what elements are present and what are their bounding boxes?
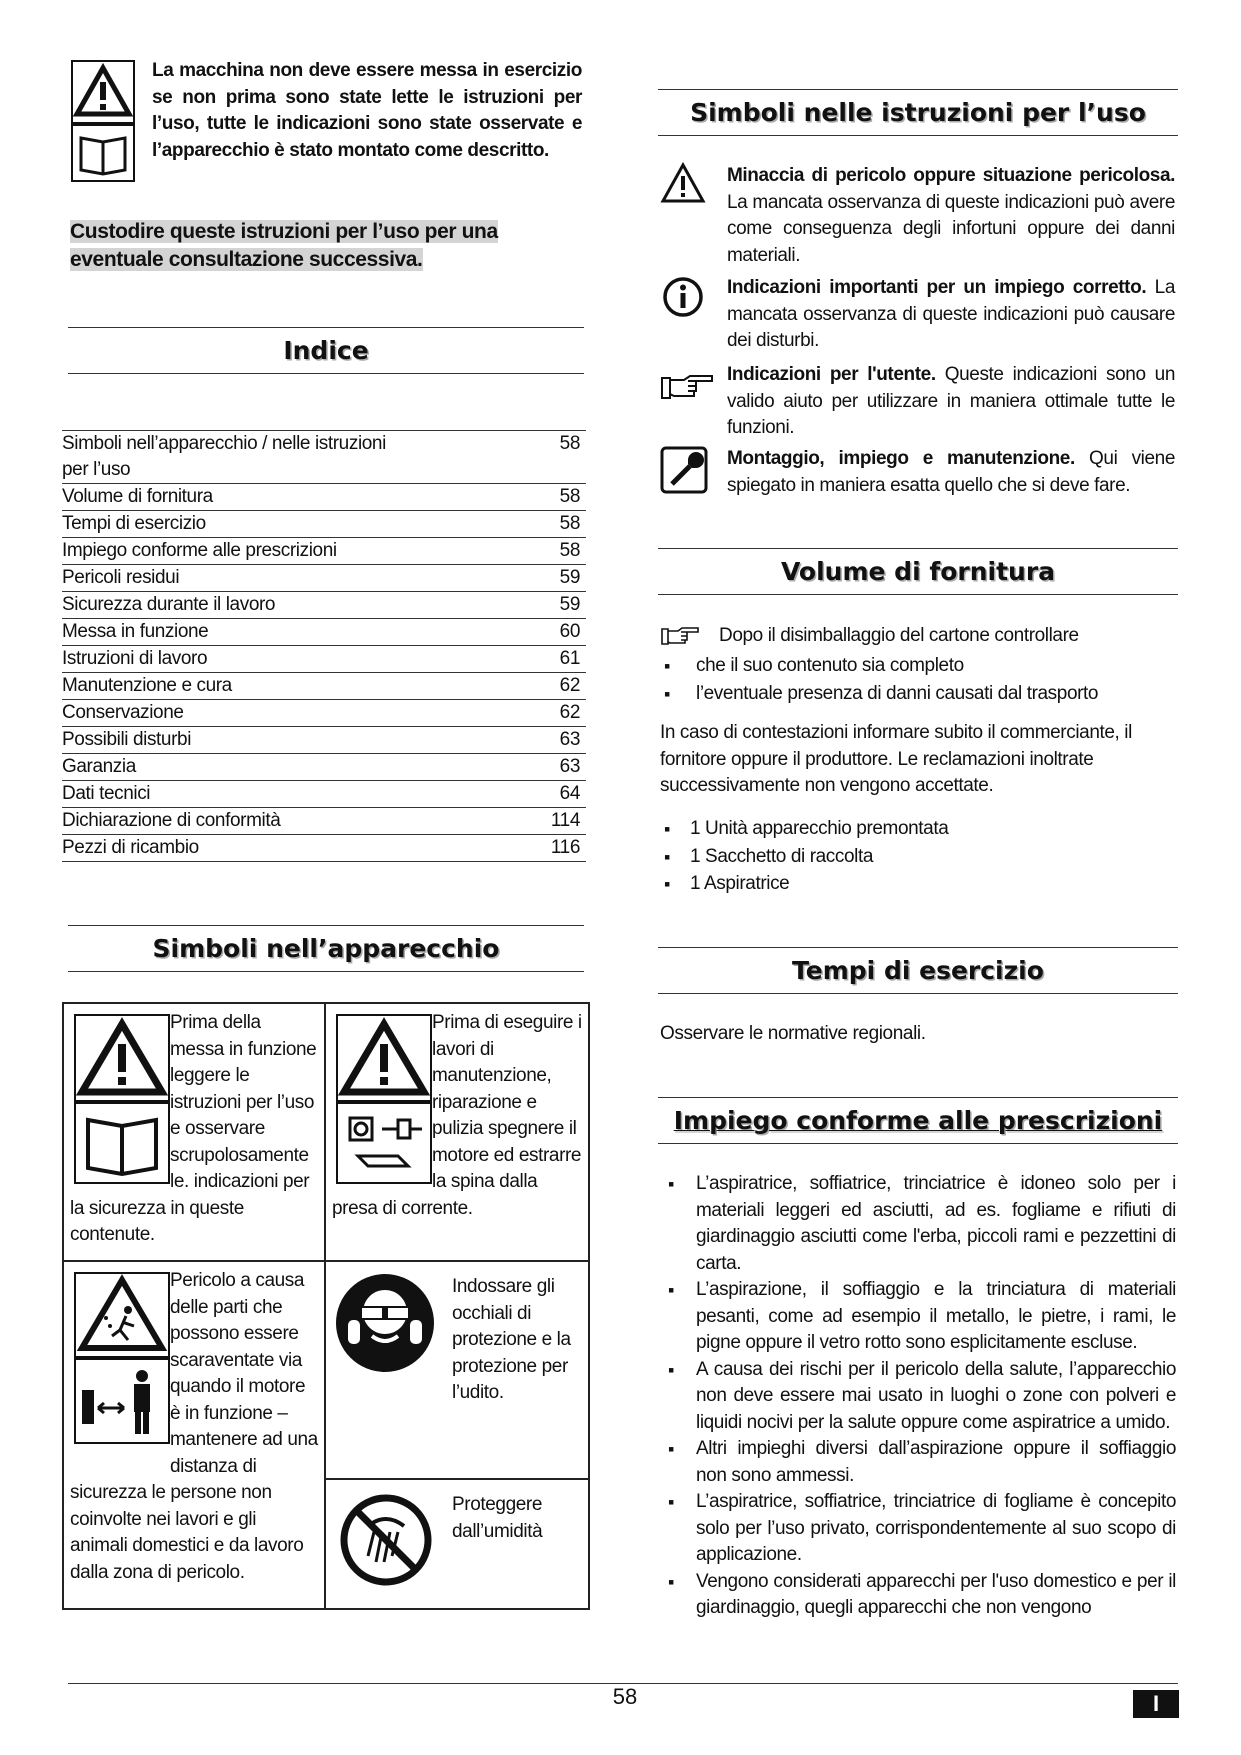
toc-row-page: 61 — [559, 648, 580, 669]
toc-row[interactable] — [62, 646, 586, 673]
toc-row[interactable] — [62, 592, 586, 619]
symbol-cell-humidity-text: Proteggere dall’umidità — [452, 1494, 543, 1542]
toc-row[interactable] — [62, 511, 586, 538]
delivery-items-list — [656, 816, 1156, 898]
operating-times-heading: Tempi di esercizio — [658, 947, 1178, 994]
toc-row[interactable] — [62, 781, 586, 808]
delivery-check-text: Dopo il disimballaggio del cartone controllare — [719, 625, 1079, 646]
toc-heading: Indice — [68, 327, 584, 374]
symbol-cell-manual-text: Prima della messa in funzione leggere le istruzioni per l’uso e osservare scrupolosamente le. indicazioni per la sicurezza in queste contenute. — [70, 1012, 317, 1245]
manual-symbol-danger-text — [727, 163, 1175, 269]
device-symbols-heading: Simboli nell’apparecchio — [68, 925, 584, 972]
symbol-cell-thrown-objects — [63, 1261, 325, 1609]
keep-instructions-text — [70, 218, 580, 274]
toc-row-label: Conservazione — [62, 702, 184, 723]
toc-row-label: Tempi di esercizio — [62, 513, 206, 534]
symbol-cell-maintenance-text: Prima di eseguire i lavori di manutenzione, riparazione e pulizia spegnere il motore ed estrarre la spina dalla presa di corrente. — [332, 1012, 582, 1219]
manual-symbols-heading: Simboli nelle istruzioni per l’uso — [658, 89, 1178, 136]
toc-table — [62, 430, 586, 862]
toc-row-label: Possibili disturbi — [62, 729, 192, 750]
toc-row-label: Volume di fornitura — [62, 486, 213, 507]
read-manual-icon — [71, 124, 135, 182]
toc-row-label: Manutenzione e cura — [62, 675, 232, 696]
toc-row-label: Simboli nell’apparecchio / nelle istruzioni per l’uso — [62, 433, 386, 480]
info-icon — [662, 276, 704, 318]
manual-symbol-user-text — [727, 362, 1175, 442]
manual-symbol-info-bold: Indicazioni importanti per un impiego corretto. — [727, 277, 1147, 298]
toc-row-page: 58 — [559, 513, 580, 534]
toc-row[interactable] — [62, 700, 586, 727]
warning-triangle-icon — [71, 60, 135, 124]
toc-row-page: 62 — [559, 675, 580, 696]
symbol-cell-humidity — [325, 1479, 589, 1609]
intended-use-heading-text: Impiego conforme alle prescrizioni — [673, 1106, 1163, 1135]
toc-row-page: 59 — [559, 594, 580, 615]
pointing-hand-icon — [660, 625, 700, 647]
toc-row-label: Dichiarazione di conformità — [62, 810, 281, 831]
toc-row[interactable] — [62, 673, 586, 700]
toc-row-label: Sicurezza durante il lavoro — [62, 594, 276, 615]
manual-symbol-mounting-text — [727, 446, 1175, 499]
toc-row-label: Istruzioni di lavoro — [62, 648, 208, 669]
delivery-heading: Volume di fornitura — [658, 548, 1178, 595]
toc-row[interactable] — [62, 484, 586, 511]
toc-row[interactable] — [62, 727, 586, 754]
symbol-cell-protection-text: Indossare gli occhiali di protezione e la protezione per l’udito. — [452, 1276, 571, 1403]
delivery-complaint-text: In caso di contestazioni informare subito il commerciante, il fornitore oppure il produttore. Le reclamazioni inoltrate successivamente non vengono accettate. — [660, 722, 1132, 796]
manual-symbol-info-text — [727, 275, 1175, 355]
toc-row-page: 63 — [559, 729, 580, 750]
toc-row-label: Pericoli residui — [62, 567, 180, 588]
intro-warning-text: La macchina non deve essere messa in esercizio se non prima sono state lette le istruzioni per l’uso, tutte le indicazioni sono state osservate e l’apparecchio è stato montato come descritto. — [152, 60, 582, 161]
no-rain-icon — [338, 1492, 434, 1588]
toc-row-page: 58 — [559, 540, 580, 561]
toc-row[interactable] — [62, 431, 586, 484]
toc-row-label: Dati tecnici — [62, 783, 151, 804]
delivery-check-list — [656, 653, 1156, 707]
symbol-cell-protection — [325, 1261, 589, 1479]
list-item: ▪ 1 Aspiratrice — [656, 871, 1156, 898]
toc-row-label: Messa in funzione — [62, 621, 209, 642]
manual-symbol-danger-desc: La mancata osservanza di queste indicazioni può avere come conseguenza degli infortuni oppure dei danni materiali. — [727, 191, 1175, 266]
toc-row-page: 63 — [559, 756, 580, 777]
toc-row-page: 62 — [559, 702, 580, 723]
pointing-hand-icon — [660, 372, 714, 402]
operating-times-text: Osservare le normative regionali. — [660, 1023, 926, 1044]
toc-row[interactable] — [62, 619, 586, 646]
intended-use-heading — [658, 1097, 1178, 1144]
symbol-cell-thrown-objects-text: Pericolo a causa delle parti che possono essere scaraventate via quando il motore è in funzione – mantenere ad una distanza di sicurezza le persone non coinvolte nei lavori e gli animali domestici e da lavoro dalla zona di pericolo. — [70, 1270, 318, 1583]
toc-row-page: 58 — [559, 486, 580, 507]
manual-symbol-user-bold: Indicazioni per l'utente. — [727, 364, 936, 385]
device-symbols-table — [62, 1002, 590, 1610]
toc-row-page: 58 — [559, 433, 580, 454]
symbol-cell-manual — [63, 1003, 325, 1261]
toc-row[interactable] — [62, 835, 586, 862]
symbol-cell-maintenance — [325, 1003, 589, 1261]
list-item: ▪ L’aspiratrice, soffiatrice, trinciatrice è idoneo solo per i materiali leggeri ed asciutti, ad es. fogliame e rifiuti di giardinaggio asciutti come l'erba, piccoli rami e pezzettini di carta. — [660, 1171, 1176, 1277]
page-number: 58 — [612, 1684, 638, 1709]
list-item: ▪ che il suo contenuto sia completo — [656, 653, 1156, 680]
goggles-ear-protection-icon — [334, 1272, 436, 1374]
toc-row-label: Pezzi di ricambio — [62, 837, 199, 858]
keep-instructions-highlight: Custodire queste istruzioni per l’uso per una eventuale consultazione successiva. — [70, 220, 498, 271]
manual-symbol-danger-bold: Minaccia di pericolo oppure situazione pericolosa. — [727, 165, 1175, 186]
manual-symbol-user-desc: Queste indicazioni sono un valido aiuto per utilizzare in maniera ottimale tutte le funzioni. — [727, 364, 1175, 438]
toc-row-page: 59 — [559, 567, 580, 588]
toc-row-page: 60 — [559, 621, 580, 642]
manual-symbol-mounting-bold: Montaggio, impiego e manutenzione. — [727, 448, 1075, 469]
toc-row-page: 64 — [559, 783, 580, 804]
intended-use-list — [660, 1171, 1176, 1622]
list-item: ▪ L’aspirazione, il soffiaggio e la trinciatura di materiali pesanti, come ad esempio il metallo, le pietre, i rami, le pigne oppure il vetro rotto sono esplicitamente escluse. — [660, 1277, 1176, 1357]
toc-row[interactable] — [62, 754, 586, 781]
manual-symbol-mounting-desc: Qui viene spiegato in maniera esatta quello che si deve fare. — [727, 448, 1175, 496]
toc-row[interactable] — [62, 808, 586, 835]
warning-triangle-icon — [660, 162, 706, 204]
toc-row-page: 114 — [550, 810, 580, 831]
manual-symbol-info-desc: La mancata osservanza di queste indicazioni può causare dei disturbi. — [727, 277, 1175, 351]
toc-row-label: Impiego conforme alle prescrizioni — [62, 540, 337, 561]
toc-row-page: 116 — [550, 837, 580, 858]
wrench-icon — [660, 446, 708, 494]
list-item: ▪ Vengono considerati apparecchi per l'uso domestico e per il giardinaggio, quegli apparecchi che non vengono — [660, 1569, 1176, 1622]
list-item: ▪ A causa dei rischi per il pericolo della salute, l’apparecchio non deve essere mai usato in luoghi o zone con polveri e liquidi nocivi per la salute oppure come aspiratrice a umido. — [660, 1357, 1176, 1437]
toc-row[interactable] — [62, 538, 586, 565]
list-item: ▪ 1 Unità apparecchio premontata — [656, 816, 1156, 843]
list-item: ▪ Altri impieghi diversi dall’aspirazione oppure il soffiaggio non sono ammessi. — [660, 1436, 1176, 1489]
list-item: ▪ L’aspiratrice, soffiatrice, trinciatrice di fogliame è concepito solo per l’uso privato, corrispondentemente al suo scopo di applicazione. — [660, 1489, 1176, 1569]
language-badge: I — [1133, 1690, 1179, 1718]
list-item: ▪ l’eventuale presenza di danni causati dal trasporto — [656, 681, 1156, 708]
toc-row-label: Garanzia — [62, 756, 136, 777]
toc-row[interactable] — [62, 565, 586, 592]
list-item: ▪ 1 Sacchetto di raccolta — [656, 844, 1156, 871]
